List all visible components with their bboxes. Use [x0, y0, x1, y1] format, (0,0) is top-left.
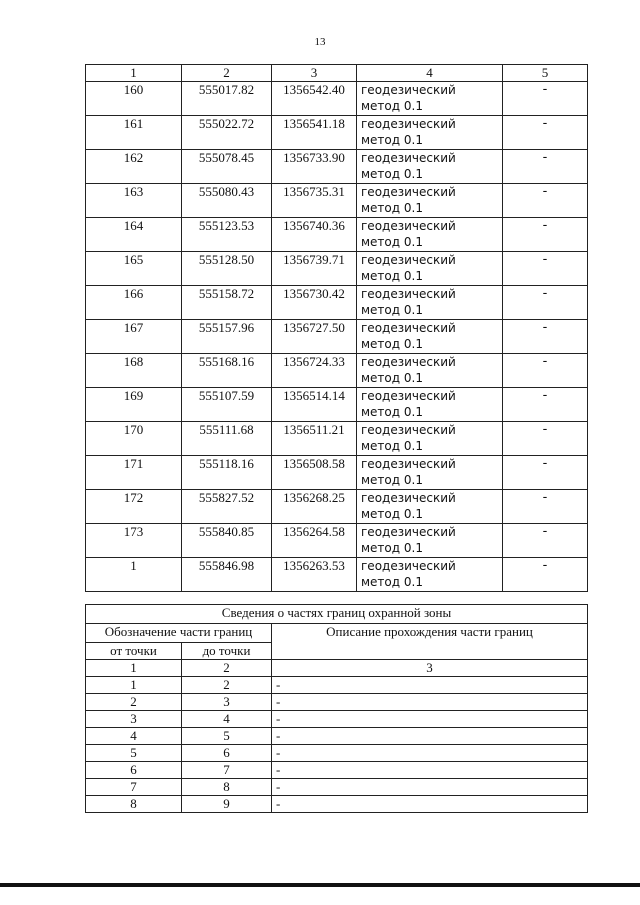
column-number: 3: [272, 660, 588, 677]
from-point-cell: 7: [86, 779, 182, 796]
method-line-1: геодезический: [361, 219, 456, 233]
method-cell: [357, 524, 503, 558]
method-cell: [357, 354, 503, 388]
note-cell: -: [503, 558, 588, 592]
point-number-cell: 172: [86, 490, 182, 524]
method-line-2: метод 0.1: [361, 337, 423, 351]
table-row: [86, 82, 588, 116]
from-point-cell: 2: [86, 694, 182, 711]
method-cell: [357, 456, 503, 490]
method-line-2: метод 0.1: [361, 575, 423, 589]
method-line-1: геодезический: [361, 287, 456, 301]
note-cell: -: [503, 524, 588, 558]
method-line-1: геодезический: [361, 457, 456, 471]
method-line-2: метод 0.1: [361, 235, 423, 249]
note-cell: -: [503, 456, 588, 490]
description-cell: -: [272, 779, 588, 796]
page-bottom-rule: [0, 883, 640, 887]
method-line-2: метод 0.1: [361, 371, 423, 385]
method-line-1: геодезический: [361, 253, 456, 267]
table-row: [86, 252, 588, 286]
method-line-2: метод 0.1: [361, 541, 423, 555]
from-point-cell: 3: [86, 711, 182, 728]
note-cell: -: [503, 388, 588, 422]
method-line-2: метод 0.1: [361, 201, 423, 215]
method-cell: [357, 320, 503, 354]
y-coordinate-cell: 1356508.58: [272, 456, 357, 490]
y-coordinate-cell: 1356263.53: [272, 558, 357, 592]
method-cell: [357, 558, 503, 592]
note-cell: -: [503, 116, 588, 150]
boundary-parts-table: [85, 604, 588, 813]
table-row: [86, 694, 588, 711]
method-cell: [357, 82, 503, 116]
from-point-cell: 4: [86, 728, 182, 745]
table-row: [86, 779, 588, 796]
x-coordinate-cell: 555840.85: [182, 524, 272, 558]
method-line-1: геодезический: [361, 185, 456, 199]
header-cell: 5: [503, 65, 588, 82]
y-coordinate-cell: 1356264.58: [272, 524, 357, 558]
note-cell: -: [503, 490, 588, 524]
table-row: [86, 728, 588, 745]
table-row: [86, 388, 588, 422]
note-cell: -: [503, 320, 588, 354]
from-point-cell: 5: [86, 745, 182, 762]
method-line-1: геодезический: [361, 389, 456, 403]
y-coordinate-cell: 1356735.31: [272, 184, 357, 218]
table-row: [86, 524, 588, 558]
method-line-1: геодезический: [361, 355, 456, 369]
column-number: 1: [86, 660, 182, 677]
method-line-1: геодезический: [361, 321, 456, 335]
method-line-2: метод 0.1: [361, 405, 423, 419]
column-number: 2: [182, 660, 272, 677]
point-number-cell: 167: [86, 320, 182, 354]
y-coordinate-cell: 1356733.90: [272, 150, 357, 184]
header-cell: 2: [182, 65, 272, 82]
to-point-cell: 5: [182, 728, 272, 745]
x-coordinate-cell: 555123.53: [182, 218, 272, 252]
x-coordinate-cell: 555158.72: [182, 286, 272, 320]
table-row: [86, 677, 588, 694]
note-cell: -: [503, 422, 588, 456]
method-line-2: метод 0.1: [361, 99, 423, 113]
point-number-cell: 162: [86, 150, 182, 184]
x-coordinate-cell: 555128.50: [182, 252, 272, 286]
method-line-2: метод 0.1: [361, 439, 423, 453]
method-line-2: метод 0.1: [361, 167, 423, 181]
table-row: [86, 558, 588, 592]
method-cell: [357, 184, 503, 218]
point-number-cell: 160: [86, 82, 182, 116]
note-cell: -: [503, 184, 588, 218]
x-coordinate-cell: 555080.43: [182, 184, 272, 218]
note-cell: -: [503, 252, 588, 286]
point-number-cell: 161: [86, 116, 182, 150]
point-number-cell: 1: [86, 558, 182, 592]
method-cell: [357, 252, 503, 286]
table-row: [86, 422, 588, 456]
y-coordinate-cell: 1356542.40: [272, 82, 357, 116]
header-cell: 1: [86, 65, 182, 82]
from-point-cell: 6: [86, 762, 182, 779]
note-cell: -: [503, 150, 588, 184]
note-cell: -: [503, 354, 588, 388]
point-number-cell: 165: [86, 252, 182, 286]
table-row: [86, 116, 588, 150]
point-number-cell: 169: [86, 388, 182, 422]
method-line-1: геодезический: [361, 559, 456, 573]
x-coordinate-cell: 555157.96: [182, 320, 272, 354]
method-line-1: геодезический: [361, 83, 456, 97]
point-number-cell: 171: [86, 456, 182, 490]
x-coordinate-cell: 555017.82: [182, 82, 272, 116]
description-cell: -: [272, 677, 588, 694]
x-coordinate-cell: 555827.52: [182, 490, 272, 524]
table-row: [86, 762, 588, 779]
x-coordinate-cell: 555111.68: [182, 422, 272, 456]
method-line-1: геодезический: [361, 151, 456, 165]
from-point-cell: 1: [86, 677, 182, 694]
coordinates-header-row: [86, 65, 588, 82]
method-line-2: метод 0.1: [361, 303, 423, 317]
from-point-header: от точки: [86, 643, 182, 660]
method-cell: [357, 490, 503, 524]
method-line-1: геодезический: [361, 525, 456, 539]
point-number-cell: 166: [86, 286, 182, 320]
method-cell: [357, 150, 503, 184]
note-cell: -: [503, 286, 588, 320]
point-number-cell: 163: [86, 184, 182, 218]
method-line-2: метод 0.1: [361, 473, 423, 487]
parts-title-row: [86, 605, 588, 624]
table-row: [86, 286, 588, 320]
description-cell: -: [272, 711, 588, 728]
description-cell: -: [272, 745, 588, 762]
table-row: [86, 354, 588, 388]
to-point-header: до точки: [182, 643, 272, 660]
method-line-1: геодезический: [361, 491, 456, 505]
point-number-cell: 164: [86, 218, 182, 252]
method-cell: [357, 218, 503, 252]
y-coordinate-cell: 1356739.71: [272, 252, 357, 286]
to-point-cell: 2: [182, 677, 272, 694]
note-cell: -: [503, 82, 588, 116]
header-cell: 3: [272, 65, 357, 82]
designation-header: Обозначение части границ: [86, 624, 272, 643]
table-row: [86, 184, 588, 218]
description-cell: -: [272, 796, 588, 813]
description-cell: -: [272, 762, 588, 779]
x-coordinate-cell: 555846.98: [182, 558, 272, 592]
table-row: [86, 711, 588, 728]
description-cell: -: [272, 694, 588, 711]
method-line-1: геодезический: [361, 117, 456, 131]
method-cell: [357, 286, 503, 320]
to-point-cell: 8: [182, 779, 272, 796]
method-cell: [357, 388, 503, 422]
to-point-cell: 6: [182, 745, 272, 762]
y-coordinate-cell: 1356730.42: [272, 286, 357, 320]
point-number-cell: 168: [86, 354, 182, 388]
to-point-cell: 9: [182, 796, 272, 813]
table-row: [86, 745, 588, 762]
method-cell: [357, 422, 503, 456]
x-coordinate-cell: 555107.59: [182, 388, 272, 422]
parts-header-row: [86, 624, 588, 643]
y-coordinate-cell: 1356541.18: [272, 116, 357, 150]
from-point-cell: 8: [86, 796, 182, 813]
y-coordinate-cell: 1356514.14: [272, 388, 357, 422]
parts-number-row: [86, 660, 588, 677]
table-row: [86, 456, 588, 490]
table-row: [86, 490, 588, 524]
table-row: [86, 320, 588, 354]
to-point-cell: 4: [182, 711, 272, 728]
table-row: [86, 218, 588, 252]
point-number-cell: 170: [86, 422, 182, 456]
method-line-2: метод 0.1: [361, 507, 423, 521]
y-coordinate-cell: 1356511.21: [272, 422, 357, 456]
method-cell: [357, 116, 503, 150]
note-cell: -: [503, 218, 588, 252]
x-coordinate-cell: 555118.16: [182, 456, 272, 490]
to-point-cell: 7: [182, 762, 272, 779]
table-row: [86, 150, 588, 184]
x-coordinate-cell: 555168.16: [182, 354, 272, 388]
page-number: 13: [314, 36, 326, 48]
table-row: [86, 796, 588, 813]
description-header: Описание прохождения части границ: [272, 624, 588, 660]
to-point-cell: 3: [182, 694, 272, 711]
y-coordinate-cell: 1356727.50: [272, 320, 357, 354]
point-number-cell: 173: [86, 524, 182, 558]
x-coordinate-cell: 555078.45: [182, 150, 272, 184]
y-coordinate-cell: 1356724.33: [272, 354, 357, 388]
coordinates-table: [85, 64, 588, 592]
y-coordinate-cell: 1356268.25: [272, 490, 357, 524]
y-coordinate-cell: 1356740.36: [272, 218, 357, 252]
parts-title: Сведения о частях границ охранной зоны: [86, 605, 588, 624]
x-coordinate-cell: 555022.72: [182, 116, 272, 150]
method-line-1: геодезический: [361, 423, 456, 437]
description-cell: -: [272, 728, 588, 745]
header-cell: 4: [357, 65, 503, 82]
method-line-2: метод 0.1: [361, 133, 423, 147]
method-line-2: метод 0.1: [361, 269, 423, 283]
